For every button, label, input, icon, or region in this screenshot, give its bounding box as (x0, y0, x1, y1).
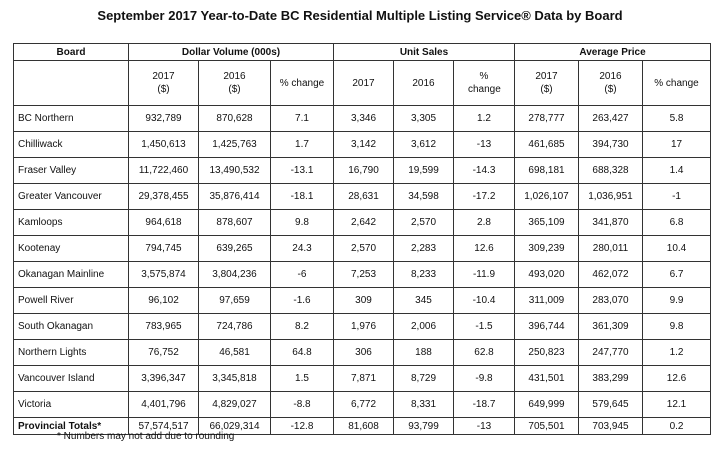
cell-ap2016: 263,427 (579, 106, 643, 132)
totals-dv2017: 57,574,517 (129, 418, 199, 435)
subheader-blank (14, 61, 129, 106)
cell-dv2017: 29,378,455 (129, 184, 199, 210)
table-row (14, 184, 711, 210)
cell-us2016: 3,305 (394, 106, 454, 132)
cell-uschg: 12.6 (454, 236, 515, 262)
header-board: Board (14, 44, 129, 61)
cell-dv2016: 46,581 (199, 340, 271, 366)
cell-ap2017: 431,501 (515, 366, 579, 392)
cell-apchg: 12.1 (643, 392, 711, 418)
table-row (14, 158, 711, 184)
cell-ap2017: 365,109 (515, 210, 579, 236)
cell-us2017: 7,253 (334, 262, 394, 288)
cell-uschg: 1.2 (454, 106, 515, 132)
data-table (13, 43, 711, 435)
cell-us2016: 8,729 (394, 366, 454, 392)
cell-apchg: 9.8 (643, 314, 711, 340)
cell-board: Fraser Valley (14, 158, 129, 184)
cell-dv2016: 724,786 (199, 314, 271, 340)
subheader-us-2017: 2017 (334, 61, 394, 106)
cell-board: Kootenay (14, 236, 129, 262)
cell-dvchg: 9.8 (271, 210, 334, 236)
cell-dv2017: 3,396,347 (129, 366, 199, 392)
cell-ap2017: 396,744 (515, 314, 579, 340)
cell-ap2017: 311,009 (515, 288, 579, 314)
cell-apchg: 5.8 (643, 106, 711, 132)
subheader-dv-2016 (199, 61, 271, 106)
subheader-dv-2017 (129, 61, 199, 106)
cell-us2017: 7,871 (334, 366, 394, 392)
cell-dvchg: 7.1 (271, 106, 334, 132)
cell-board: Kamloops (14, 210, 129, 236)
cell-us2016: 2,570 (394, 210, 454, 236)
totals-ap2016: 703,945 (579, 418, 643, 435)
table-row (14, 288, 711, 314)
table-row (14, 236, 711, 262)
cell-board: Greater Vancouver (14, 184, 129, 210)
table-row (14, 210, 711, 236)
cell-us2017: 16,790 (334, 158, 394, 184)
totals-dv2016: 66,029,314 (199, 418, 271, 435)
cell-uschg: -1.5 (454, 314, 515, 340)
cell-board: Northern Lights (14, 340, 129, 366)
cell-dvchg: -13.1 (271, 158, 334, 184)
cell-ap2017: 309,239 (515, 236, 579, 262)
cell-dv2016: 4,829,027 (199, 392, 271, 418)
cell-ap2017: 698,181 (515, 158, 579, 184)
cell-ap2017: 649,999 (515, 392, 579, 418)
cell-us2016: 3,612 (394, 132, 454, 158)
cell-dv2016: 878,607 (199, 210, 271, 236)
cell-apchg: 6.7 (643, 262, 711, 288)
cell-board: Powell River (14, 288, 129, 314)
subheader-ap-2017-year: 2017 (535, 71, 558, 82)
cell-us2017: 2,570 (334, 236, 394, 262)
cell-board: South Okanagan (14, 314, 129, 340)
subheader-row (14, 61, 711, 106)
cell-ap2016: 280,011 (579, 236, 643, 262)
cell-ap2016: 283,070 (579, 288, 643, 314)
cell-dv2017: 1,450,613 (129, 132, 199, 158)
cell-dvchg: 64.8 (271, 340, 334, 366)
cell-us2016: 34,598 (394, 184, 454, 210)
cell-ap2016: 579,645 (579, 392, 643, 418)
totals-apchg: 0.2 (643, 418, 711, 435)
subheader-us-2016: 2016 (394, 61, 454, 106)
cell-apchg: 1.4 (643, 158, 711, 184)
cell-uschg: -11.9 (454, 262, 515, 288)
cell-dvchg: -8.8 (271, 392, 334, 418)
cell-dv2017: 932,789 (129, 106, 199, 132)
table-row (14, 340, 711, 366)
cell-board: Chilliwack (14, 132, 129, 158)
cell-dv2017: 4,401,796 (129, 392, 199, 418)
cell-apchg: 17 (643, 132, 711, 158)
cell-dvchg: -6 (271, 262, 334, 288)
table-row (14, 106, 711, 132)
cell-us2017: 3,142 (334, 132, 394, 158)
cell-ap2017: 1,026,107 (515, 184, 579, 210)
cell-ap2017: 461,685 (515, 132, 579, 158)
cell-board: Victoria (14, 392, 129, 418)
cell-dv2016: 3,345,818 (199, 366, 271, 392)
subheader-ap-2016-unit: ($) (604, 84, 617, 95)
page-title: September 2017 Year-to-Date BC Residential Multiple Listing Service® Data by Board (97, 8, 623, 23)
cell-dvchg: 1.5 (271, 366, 334, 392)
table-row (14, 392, 711, 418)
cell-us2016: 345 (394, 288, 454, 314)
totals-us2016: 93,799 (394, 418, 454, 435)
cell-us2017: 6,772 (334, 392, 394, 418)
cell-ap2016: 394,730 (579, 132, 643, 158)
subheader-ap-2016-year: 2016 (599, 71, 622, 82)
cell-us2017: 2,642 (334, 210, 394, 236)
cell-us2017: 309 (334, 288, 394, 314)
cell-us2016: 8,233 (394, 262, 454, 288)
cell-ap2016: 361,309 (579, 314, 643, 340)
totals-uschg: -13 (454, 418, 515, 435)
subheader-dv-2016-year: 2016 (223, 71, 246, 82)
table-row (14, 314, 711, 340)
cell-us2016: 19,599 (394, 158, 454, 184)
cell-ap2016: 247,770 (579, 340, 643, 366)
header-row (14, 44, 711, 61)
cell-uschg: 2.8 (454, 210, 515, 236)
cell-board: Okanagan Mainline (14, 262, 129, 288)
totals-ap2017: 705,501 (515, 418, 579, 435)
cell-ap2016: 462,072 (579, 262, 643, 288)
cell-board: BC Northern (14, 106, 129, 132)
table-row (14, 132, 711, 158)
totals-board: Provincial Totals* (14, 418, 129, 435)
cell-apchg: 1.2 (643, 340, 711, 366)
cell-apchg: -1 (643, 184, 711, 210)
cell-us2016: 188 (394, 340, 454, 366)
cell-dv2016: 97,659 (199, 288, 271, 314)
footnote: * Numbers may not add due to rounding (57, 431, 235, 442)
cell-dv2017: 11,722,460 (129, 158, 199, 184)
cell-dvchg: -1.6 (271, 288, 334, 314)
cell-uschg: -9.8 (454, 366, 515, 392)
cell-dv2016: 870,628 (199, 106, 271, 132)
cell-uschg: 62.8 (454, 340, 515, 366)
cell-ap2017: 250,823 (515, 340, 579, 366)
table-row (14, 262, 711, 288)
cell-dv2017: 96,102 (129, 288, 199, 314)
cell-ap2017: 493,020 (515, 262, 579, 288)
cell-uschg: -17.2 (454, 184, 515, 210)
cell-dv2016: 35,876,414 (199, 184, 271, 210)
cell-dv2017: 3,575,874 (129, 262, 199, 288)
subheader-dv-2017-unit: ($) (157, 84, 170, 95)
cell-apchg: 6.8 (643, 210, 711, 236)
subheader-ap-2016 (579, 61, 643, 106)
cell-uschg: -13 (454, 132, 515, 158)
subheader-dv-2017-year: 2017 (152, 71, 175, 82)
subheader-ap-2017-unit: ($) (540, 84, 553, 95)
cell-uschg: -10.4 (454, 288, 515, 314)
cell-dvchg: 1.7 (271, 132, 334, 158)
cell-apchg: 12.6 (643, 366, 711, 392)
header-dollar-volume: Dollar Volume (000s) (129, 44, 334, 61)
cell-dv2016: 3,804,236 (199, 262, 271, 288)
header-unit-sales: Unit Sales (334, 44, 515, 61)
cell-dv2016: 13,490,532 (199, 158, 271, 184)
cell-ap2017: 278,777 (515, 106, 579, 132)
cell-us2017: 28,631 (334, 184, 394, 210)
cell-us2016: 2,006 (394, 314, 454, 340)
cell-us2017: 3,346 (334, 106, 394, 132)
cell-ap2016: 688,328 (579, 158, 643, 184)
cell-dv2017: 794,745 (129, 236, 199, 262)
subheader-us-change: % change (454, 61, 515, 106)
header-average-price: Average Price (515, 44, 711, 61)
cell-dvchg: 24.3 (271, 236, 334, 262)
totals-dvchg: -12.8 (271, 418, 334, 435)
cell-ap2016: 341,870 (579, 210, 643, 236)
cell-us2017: 306 (334, 340, 394, 366)
cell-us2016: 2,283 (394, 236, 454, 262)
table-row (14, 366, 711, 392)
totals-us2017: 81,608 (334, 418, 394, 435)
cell-dv2016: 1,425,763 (199, 132, 271, 158)
subheader-dv-2016-unit: ($) (228, 84, 241, 95)
cell-dv2017: 783,965 (129, 314, 199, 340)
cell-dv2016: 639,265 (199, 236, 271, 262)
cell-apchg: 9.9 (643, 288, 711, 314)
cell-apchg: 10.4 (643, 236, 711, 262)
cell-uschg: -14.3 (454, 158, 515, 184)
cell-us2017: 1,976 (334, 314, 394, 340)
cell-dvchg: -18.1 (271, 184, 334, 210)
cell-ap2016: 1,036,951 (579, 184, 643, 210)
cell-dv2017: 76,752 (129, 340, 199, 366)
subheader-dv-change: % change (271, 61, 334, 106)
cell-ap2016: 383,299 (579, 366, 643, 392)
cell-dvchg: 8.2 (271, 314, 334, 340)
cell-dv2017: 964,618 (129, 210, 199, 236)
cell-us2016: 8,331 (394, 392, 454, 418)
cell-board: Vancouver Island (14, 366, 129, 392)
subheader-ap-change: % change (643, 61, 711, 106)
subheader-ap-2017 (515, 61, 579, 106)
cell-uschg: -18.7 (454, 392, 515, 418)
